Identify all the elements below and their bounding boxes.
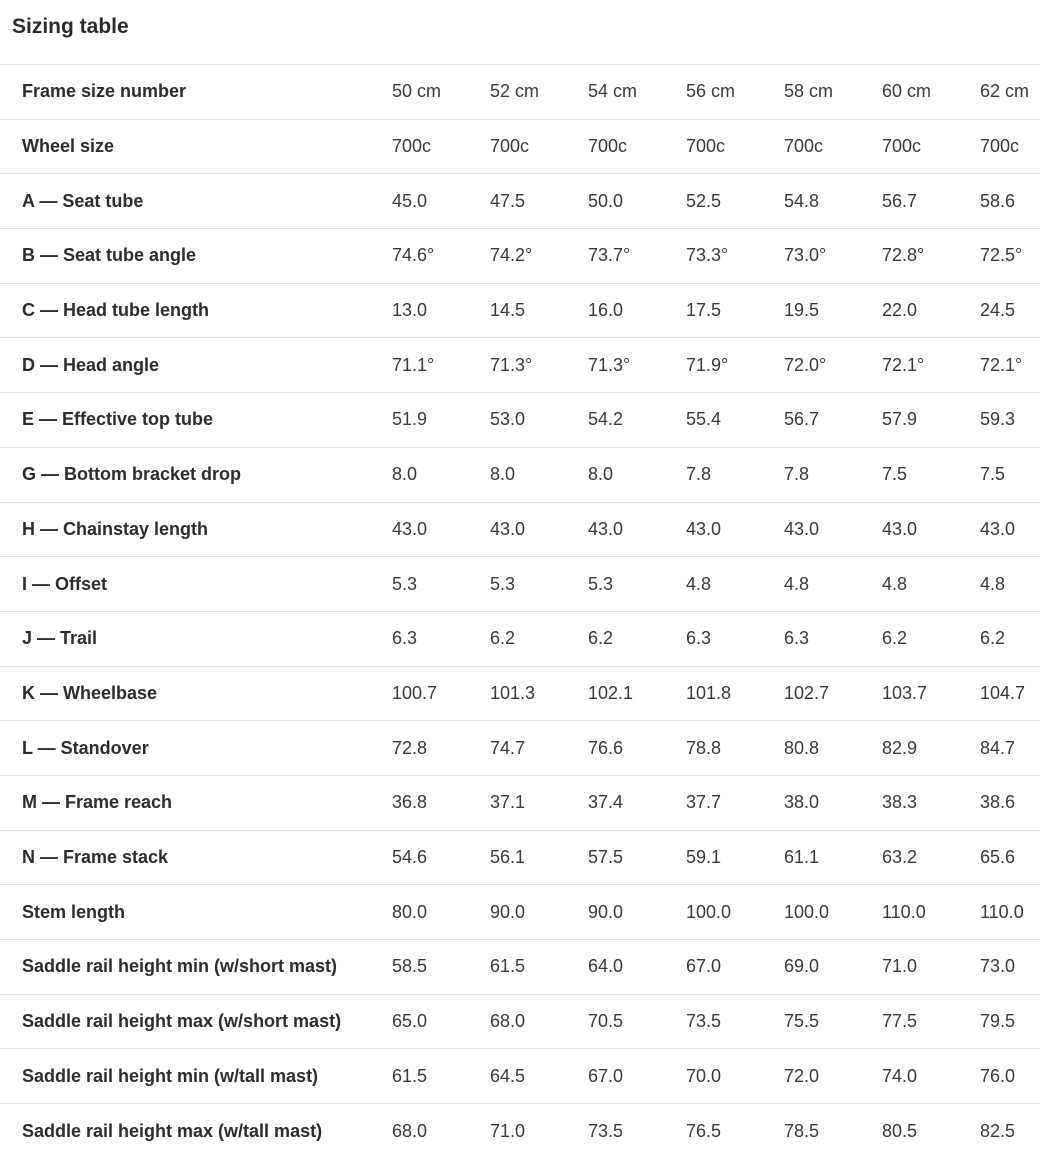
- row-label: G — Bottom bracket drop: [22, 464, 242, 485]
- table-cell: 58.5: [392, 956, 428, 977]
- table-row: [0, 557, 1040, 612]
- row-label: L — Standover: [22, 737, 149, 758]
- table-cell: 7.5: [980, 464, 1006, 485]
- table-cell: 76.5: [686, 1120, 722, 1141]
- row-label: D — Head angle: [22, 354, 160, 375]
- table-cell: 700c: [980, 136, 1020, 157]
- table-cell: 70.5: [588, 1011, 624, 1032]
- table-cell: 5.3: [588, 573, 614, 594]
- table-cell: 56 cm: [686, 81, 736, 102]
- table-cell: 14.5: [490, 300, 526, 321]
- table-cell: 56.7: [882, 190, 918, 211]
- table-cell: 72.1°: [980, 354, 1023, 375]
- table-cell: 76.6: [588, 737, 624, 758]
- table-cell: 6.2: [490, 628, 516, 649]
- table-cell: 100.0: [686, 901, 732, 922]
- table-cell: 6.3: [686, 628, 712, 649]
- table-row: [0, 830, 1040, 885]
- table-cell: 71.0: [882, 956, 918, 977]
- table-row: [0, 393, 1040, 448]
- table-cell: 43.0: [784, 518, 820, 539]
- table-cell: 47.5: [490, 190, 526, 211]
- table-cell: 51.9: [392, 409, 428, 430]
- table-cell: 24.5: [980, 300, 1016, 321]
- table-cell: 73.7°: [588, 245, 631, 266]
- row-label: C — Head tube length: [22, 300, 210, 321]
- table-cell: 84.7: [980, 737, 1016, 758]
- row-label: A — Seat tube: [22, 190, 144, 211]
- table-cell: 74.0: [882, 1065, 918, 1086]
- table-row: [0, 447, 1040, 502]
- table-cell: 78.8: [686, 737, 722, 758]
- table-cell: 43.0: [882, 518, 918, 539]
- table-cell: 52 cm: [490, 81, 540, 102]
- table-cell: 8.0: [588, 464, 614, 485]
- table-cell: 38.3: [882, 792, 918, 813]
- table-cell: 4.8: [784, 573, 810, 594]
- table-cell: 700c: [784, 136, 824, 157]
- table-cell: 54.8: [784, 190, 820, 211]
- table-cell: 6.3: [784, 628, 810, 649]
- table-cell: 54.2: [588, 409, 624, 430]
- table-row: [0, 721, 1040, 776]
- table-cell: 19.5: [784, 300, 820, 321]
- table-cell: 73.3°: [686, 245, 729, 266]
- table-cell: 38.6: [980, 792, 1016, 813]
- table-cell: 43.0: [588, 518, 624, 539]
- table-cell: 37.1: [490, 792, 526, 813]
- table-cell: 4.8: [882, 573, 908, 594]
- table-cell: 16.0: [588, 300, 624, 321]
- table-cell: 58 cm: [784, 81, 834, 102]
- table-cell: 53.0: [490, 409, 526, 430]
- table-row: [0, 994, 1040, 1049]
- table-row: [0, 502, 1040, 557]
- table-cell: 4.8: [686, 573, 712, 594]
- row-label: Frame size number: [22, 81, 187, 102]
- table-cell: 73.5: [588, 1120, 624, 1141]
- row-label: N — Frame stack: [22, 846, 169, 867]
- table-cell: 101.3: [490, 682, 536, 703]
- table-cell: 62 cm: [980, 81, 1030, 102]
- table-cell: 61.5: [392, 1065, 428, 1086]
- table-cell: 73.0°: [784, 245, 827, 266]
- table-cell: 37.4: [588, 792, 624, 813]
- table-cell: 5.3: [392, 573, 418, 594]
- table-cell: 76.0: [980, 1065, 1016, 1086]
- table-cell: 700c: [392, 136, 432, 157]
- row-label: I — Offset: [22, 573, 108, 594]
- table-cell: 74.6°: [392, 245, 435, 266]
- table-cell: 79.5: [980, 1011, 1016, 1032]
- table-cell: 71.0: [490, 1120, 526, 1141]
- table-cell: 71.9°: [686, 354, 729, 375]
- table-cell: 74.2°: [490, 245, 533, 266]
- table-cell: 57.9: [882, 409, 918, 430]
- table-cell: 50.0: [588, 190, 624, 211]
- table-cell: 68.0: [392, 1120, 428, 1141]
- row-label: M — Frame reach: [22, 792, 173, 813]
- table-cell: 6.2: [882, 628, 908, 649]
- table-cell: 38.0: [784, 792, 820, 813]
- table-cell: 72.0: [784, 1065, 820, 1086]
- table-row: [0, 65, 1040, 120]
- table-cell: 80.5: [882, 1120, 918, 1141]
- table-cell: 67.0: [588, 1065, 624, 1086]
- table-cell: 43.0: [392, 518, 428, 539]
- table-cell: 110.0: [882, 901, 926, 922]
- table-cell: 45.0: [392, 190, 428, 211]
- table-cell: 82.9: [882, 737, 918, 758]
- table-cell: 68.0: [490, 1011, 526, 1032]
- table-cell: 70.0: [686, 1065, 722, 1086]
- table-row: [0, 119, 1040, 174]
- table-cell: 73.0: [980, 956, 1016, 977]
- table-cell: 7.8: [784, 464, 810, 485]
- table-cell: 36.8: [392, 792, 428, 813]
- table-cell: 37.7: [686, 792, 722, 813]
- row-label: Wheel size: [22, 136, 115, 157]
- table-cell: 71.3°: [490, 354, 533, 375]
- table-cell: 77.5: [882, 1011, 918, 1032]
- table-cell: 700c: [588, 136, 628, 157]
- table-cell: 63.2: [882, 846, 918, 867]
- table-cell: 57.5: [588, 846, 624, 867]
- row-label: Saddle rail height min (w/tall mast): [22, 1065, 319, 1086]
- table-cell: 8.0: [490, 464, 516, 485]
- table-cell: 71.3°: [588, 354, 631, 375]
- table-cell: 80.8: [784, 737, 820, 758]
- table-row: [0, 775, 1040, 830]
- row-label: B — Seat tube angle: [22, 245, 197, 266]
- page-title: Sizing table: [12, 15, 129, 38]
- table-cell: 17.5: [686, 300, 722, 321]
- table-row: [0, 1049, 1040, 1104]
- table-cell: 110.0: [980, 901, 1024, 922]
- table-cell: 69.0: [784, 956, 820, 977]
- table-cell: 54.6: [392, 846, 428, 867]
- table-cell: 65.6: [980, 846, 1016, 867]
- table-cell: 56.7: [784, 409, 820, 430]
- table-cell: 101.8: [686, 682, 732, 703]
- row-label: Saddle rail height max (w/tall mast): [22, 1120, 323, 1141]
- table-cell: 72.5°: [980, 245, 1023, 266]
- table-body: [0, 65, 1040, 1159]
- table-cell: 78.5: [784, 1120, 820, 1141]
- table-row: [0, 885, 1040, 940]
- table-cell: 59.3: [980, 409, 1016, 430]
- row-label: H — Chainstay length: [22, 518, 209, 539]
- table-row: [0, 283, 1040, 338]
- table-cell: 72.8°: [882, 245, 925, 266]
- table-cell: 71.1°: [392, 354, 435, 375]
- table-cell: 64.0: [588, 956, 624, 977]
- table-cell: 100.7: [392, 682, 438, 703]
- table-cell: 82.5: [980, 1120, 1016, 1141]
- table-row: [0, 666, 1040, 721]
- table-cell: 102.1: [588, 682, 634, 703]
- row-label: K — Wheelbase: [22, 682, 158, 703]
- table-cell: 55.4: [686, 409, 722, 430]
- row-label: Saddle rail height min (w/short mast): [22, 956, 338, 977]
- table-cell: 72.8: [392, 737, 428, 758]
- table-cell: 43.0: [686, 518, 722, 539]
- table-cell: 72.1°: [882, 354, 925, 375]
- table-cell: 50 cm: [392, 81, 442, 102]
- table-row: [0, 338, 1040, 393]
- table-cell: 73.5: [686, 1011, 722, 1032]
- table-cell: 22.0: [882, 300, 918, 321]
- table-cell: 75.5: [784, 1011, 820, 1032]
- table-cell: 100.0: [784, 901, 830, 922]
- table-cell: 6.2: [980, 628, 1006, 649]
- table-cell: 67.0: [686, 956, 722, 977]
- table-cell: 56.1: [490, 846, 526, 867]
- table-cell: 90.0: [490, 901, 526, 922]
- table-cell: 64.5: [490, 1065, 526, 1086]
- row-label: E — Effective top tube: [22, 409, 214, 430]
- table-cell: 700c: [882, 136, 922, 157]
- table-cell: 54 cm: [588, 81, 638, 102]
- table-cell: 103.7: [882, 682, 928, 703]
- table-cell: 74.7: [490, 737, 526, 758]
- table-cell: 58.6: [980, 190, 1016, 211]
- table-cell: 72.0°: [784, 354, 827, 375]
- table-cell: 80.0: [392, 901, 428, 922]
- table-cell: 13.0: [392, 300, 428, 321]
- row-label: J — Trail: [22, 628, 98, 649]
- table-row: [0, 1104, 1040, 1159]
- table-row: [0, 229, 1040, 284]
- table-cell: 59.1: [686, 846, 722, 867]
- table-cell: 65.0: [392, 1011, 428, 1032]
- table-cell: 52.5: [686, 190, 722, 211]
- table-cell: 104.7: [980, 682, 1026, 703]
- table-cell: 61.1: [784, 846, 820, 867]
- table-cell: 4.8: [980, 573, 1006, 594]
- table-cell: 90.0: [588, 901, 624, 922]
- row-label: Saddle rail height max (w/short mast): [22, 1011, 342, 1032]
- table-row: [0, 940, 1040, 995]
- table-cell: 7.8: [686, 464, 712, 485]
- table-cell: 700c: [490, 136, 530, 157]
- table-cell: 102.7: [784, 682, 830, 703]
- row-label: Stem length: [22, 901, 126, 922]
- table-cell: 6.3: [392, 628, 418, 649]
- table-cell: 6.2: [588, 628, 614, 649]
- table-cell: 700c: [686, 136, 726, 157]
- table-row: [0, 174, 1040, 229]
- table-row: [0, 611, 1040, 666]
- table-cell: 5.3: [490, 573, 516, 594]
- table-cell: 7.5: [882, 464, 908, 485]
- sizing-table: [0, 64, 1040, 1158]
- table-cell: 8.0: [392, 464, 418, 485]
- table-cell: 60 cm: [882, 81, 932, 102]
- table-cell: 43.0: [980, 518, 1016, 539]
- table-cell: 43.0: [490, 518, 526, 539]
- table-cell: 61.5: [490, 956, 526, 977]
